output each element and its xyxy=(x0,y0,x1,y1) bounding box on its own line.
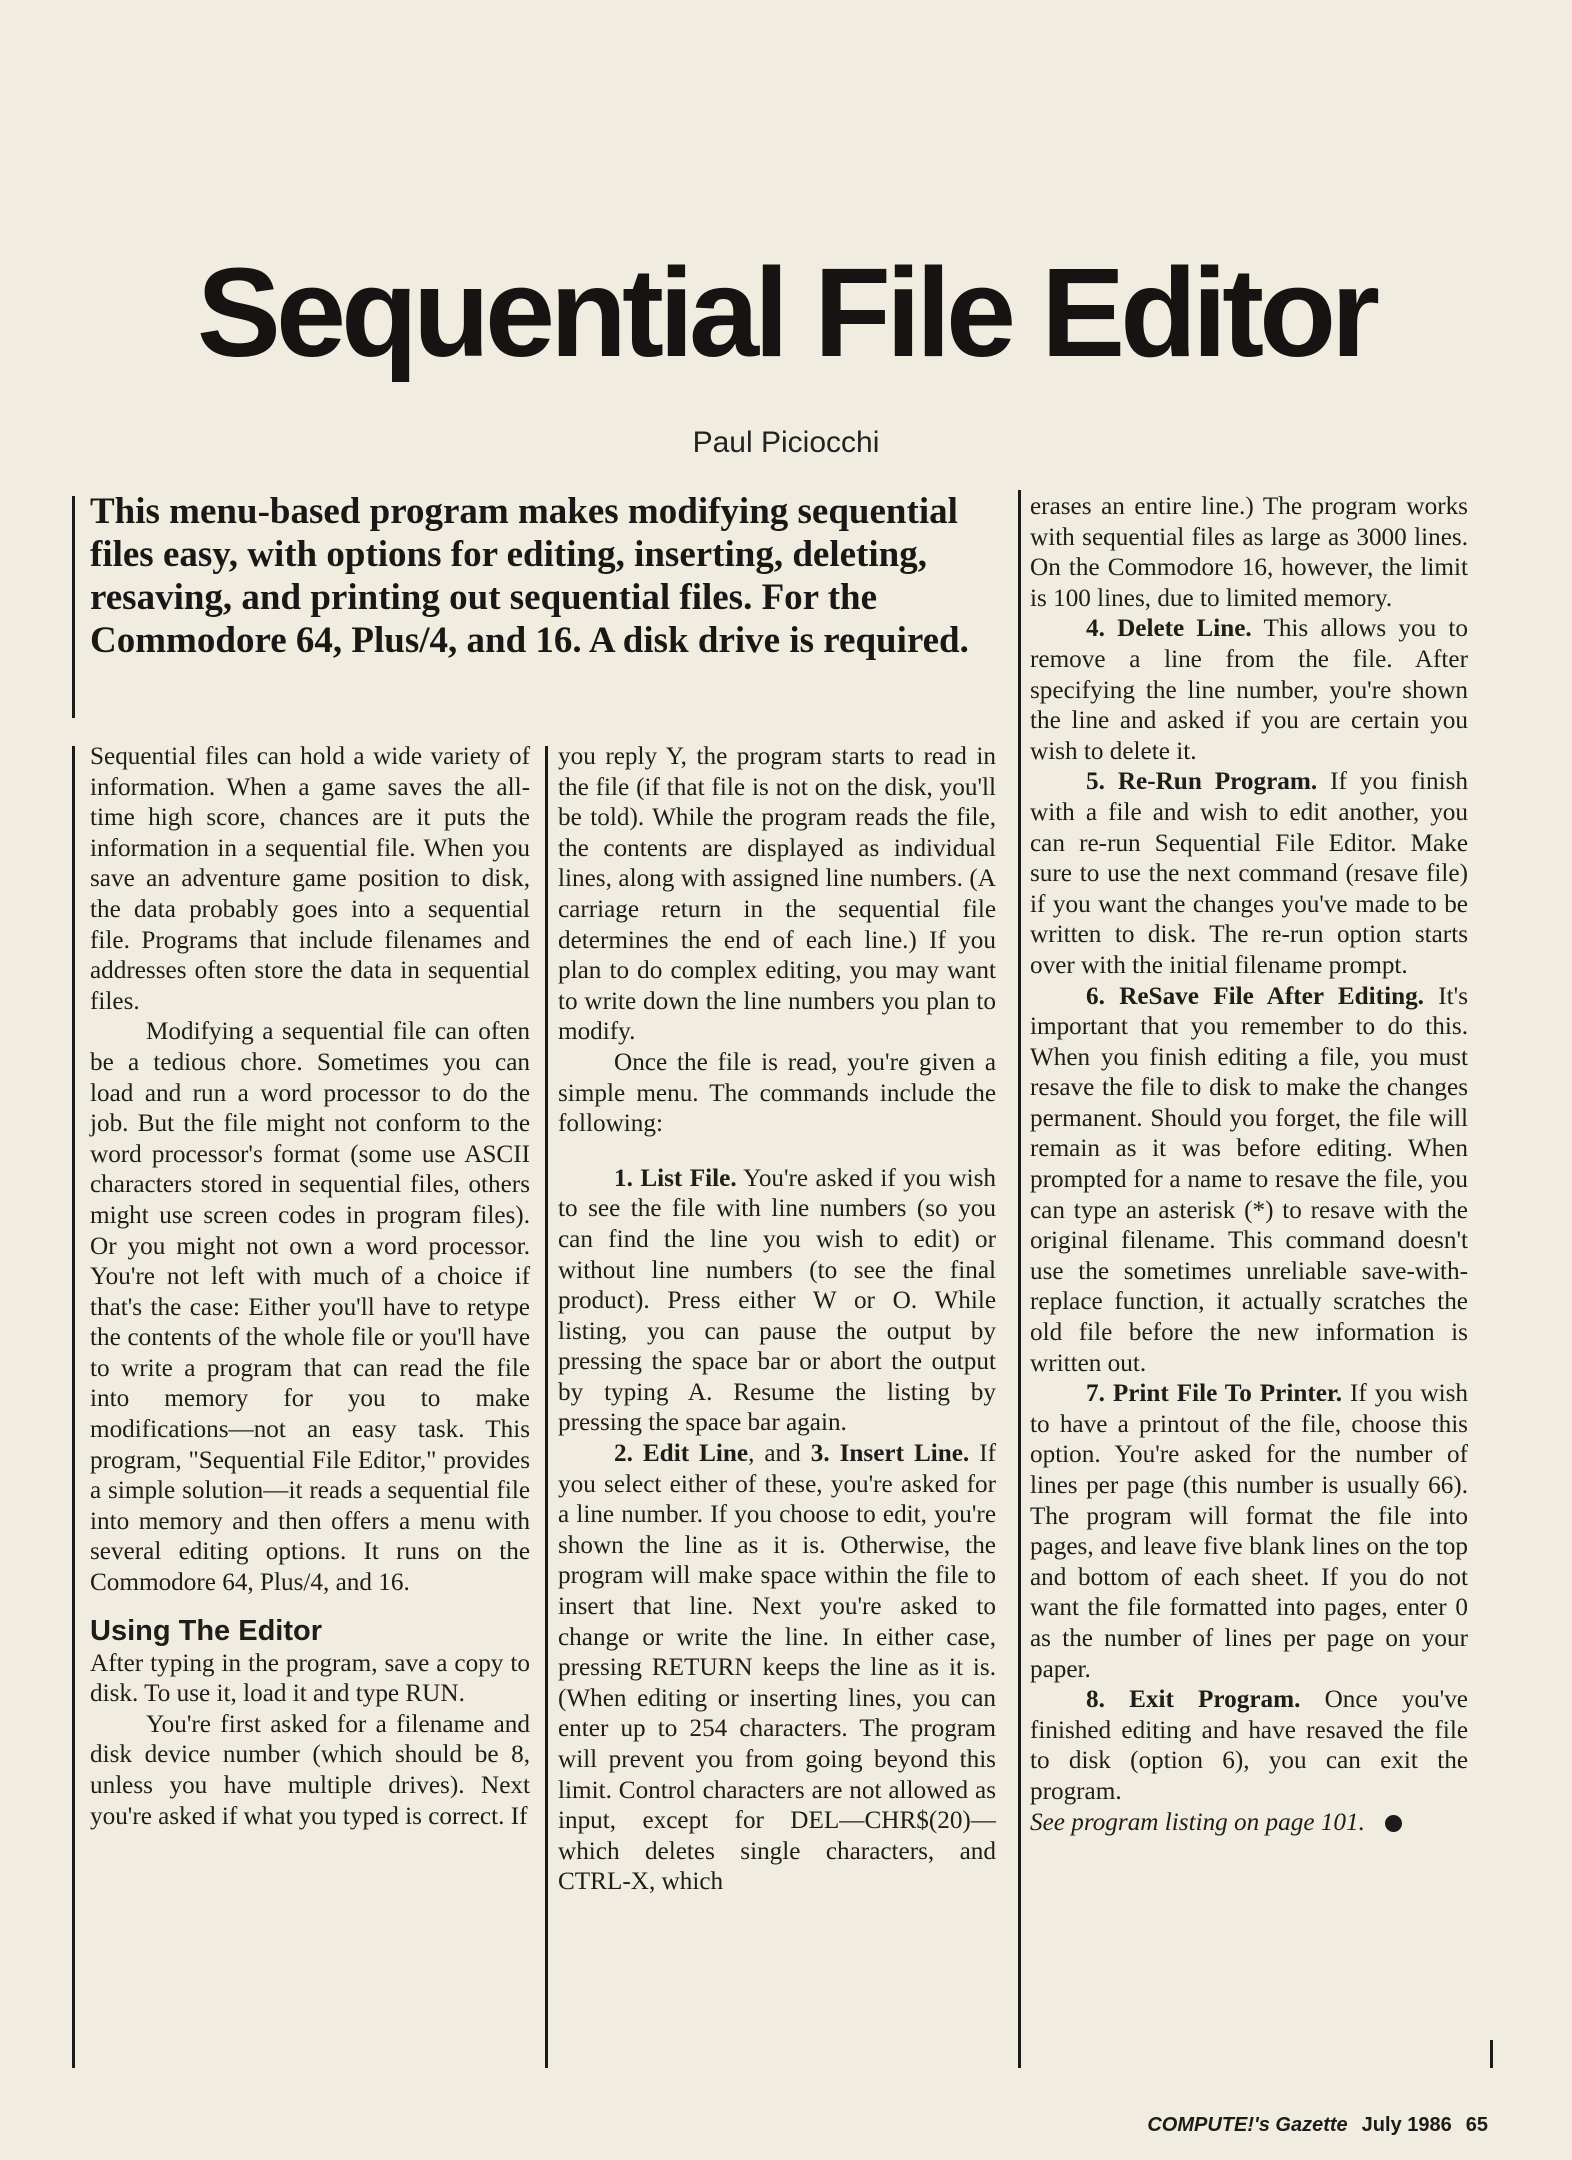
column-rule-2-3 xyxy=(1018,490,1021,2068)
article-deck: This menu-based program makes modifying sequential files easy, with options for editing, inserting, deleting, resaving, and printing out sequential files. For the Commodore 64, Plus/4, and 16. A disk drive is required. xyxy=(90,491,969,661)
paragraph: erases an entire line.) The program works with sequential files as large as 3000 lines. On the Commodore 16, however, the limit is 100 lines, due to limited memory. xyxy=(1030,493,1468,612)
deck-rule xyxy=(72,496,75,718)
item-body: It's important that you remember to do this. When you finish editing a file, you must resave the file to disk to make the changes permanent. Should you forget, the file will remain as it was before editing. When prompted for a name to resave the file, you can type an asterisk (*) to resave with the original filename. This command doesn't use the sometimes unreliable save-with-replace function, it actually scratches the old file before the new information is written out. xyxy=(1030,982,1468,1377)
item-body: You're asked if you wish to see the file with line numbers (so you can find the line you wish to edit) or without line numbers (to see the final product). Press either W or O. While listing, you can pause the output by pressing the space bar or abort the output by typing A. Resume the listing by pressing the space bar again. xyxy=(558,1164,996,1437)
column-rule-1-2 xyxy=(545,746,548,2068)
paragraph: You're first asked for a filename and disk device number (which should be 8, unless you have multiple drives). Next you're asked if what you typed is correct. If xyxy=(90,1710,530,1830)
list-item xyxy=(1030,982,1468,1380)
paragraph: After typing in the program, save a copy to disk. To use it, load it and type RUN. xyxy=(90,1649,530,1708)
list-item xyxy=(558,1164,996,1439)
item-body: If you wish to have a printout of the file, choose this option. You're asked for the number of lines per page (this number is usually 66). The program will format the file into pages, and leave five blank lines on the top and bottom of each sheet. If you do not want the file formatted into pages, enter 0 as the number of lines per page on your paper. xyxy=(1030,1380,1468,1683)
section-heading: Using The Editor xyxy=(90,1614,322,1647)
article-title: Sequential File Editor xyxy=(196,242,1376,383)
listing-text: See program listing on page 101. xyxy=(1030,1808,1365,1836)
list-item xyxy=(1030,1685,1468,1807)
list-item xyxy=(558,1439,996,1898)
page-number: 65 xyxy=(1465,2114,1488,2136)
item-heading: 8. Exit Program. xyxy=(1086,1686,1301,1714)
paragraph: Modifying a sequential file can often be a tedious chore. Sometimes you can load and run a word processor to do the job. But the file might not conform to the word processor's format (some use ASCII characters stored in sequential files, others might use screen codes in program files). Or you might not own a word processor. You're not left with much of a choice if that's the case: Either you'll have to retype the contents of the whole file or you'll have to write a program that can read the file into memory for you to make modifications—not an easy task. This program, "Sequential File Editor," provides a simple solution—it reads a sequential file into memory and then offers a menu with several editing options. It runs on the Commodore 64, Plus/4, and 16. xyxy=(90,1018,530,1597)
item-heading: 3. Insert Line. xyxy=(810,1440,970,1468)
page-footer xyxy=(1147,2114,1488,2137)
column-2 xyxy=(558,742,996,1898)
paragraph: Sequential files can hold a wide variety of information. When a game saves the all-time high score, chances are it puts the information in a sequential file. When you save an adventure game position to disk, the data probably goes into a sequential file. Programs that include filenames and addresses often store the data in sequential files. xyxy=(90,743,530,1015)
item-body: This allows you to remove a line from the file. After specifying the line number, you're shown the line and asked if you are certain you wish to delete it. xyxy=(1030,615,1468,765)
paragraph: you reply Y, the program starts to read in the file (if that file is not on the disk, you'll be told). While the program reads the file, the contents are displayed as individual lines, along with assigned line numbers. (A carriage return in the sequential file determines the end of each line.) If you plan to do complex editing, you may want to write down the line numbers you plan to modify. xyxy=(558,743,996,1046)
list-item xyxy=(1030,1379,1468,1685)
item-body: Once you've finished editing and have resaved the file to disk (option 6), you can exit the program. xyxy=(1030,1686,1468,1805)
item-joiner: , and xyxy=(748,1440,811,1468)
column-rule-left-1 xyxy=(72,746,75,2068)
item-heading: 5. Re-Run Program. xyxy=(1086,768,1318,796)
item-heading: 1. List File. xyxy=(614,1164,737,1192)
author-byline: Paul Piciocchi xyxy=(692,426,880,459)
magazine-name: COMPUTE!'s Gazette xyxy=(1147,2114,1348,2136)
listing-reference xyxy=(1030,1808,1468,1839)
end-of-article-bullet-icon xyxy=(1385,1815,1402,1832)
list-item xyxy=(1030,614,1468,767)
item-heading: 2. Edit Line xyxy=(614,1440,749,1468)
item-heading: 6. ReSave File After Editing. xyxy=(1086,982,1424,1010)
column-rule-right-3 xyxy=(1490,2040,1493,2068)
column-3 xyxy=(1030,492,1468,1838)
item-heading: 4. Delete Line. xyxy=(1086,615,1252,643)
issue-date: July 1986 xyxy=(1361,2114,1452,2136)
item-heading: 7. Print File To Printer. xyxy=(1086,1380,1343,1408)
item-body: If you finish with a file and wish to edit another, you can re-run Sequential File Editor. Make sure to use the next command (resave file) if you want the changes you've made to be written to disk. The re-run option starts over with the initial filename prompt. xyxy=(1030,768,1469,979)
paragraph: Once the file is read, you're given a simple menu. The commands include the following: xyxy=(558,1048,996,1138)
column-1 xyxy=(90,742,530,1832)
item-body: If you select either of these, you're asked for a line number. If you choose to edit, you're shown the line as it is. Otherwise, the program will make space within the file to insert that line. Next you're asked to change or write the line. In either case, pressing RETURN keeps the line as it is. (When editing or inserting lines, you can enter up to 254 characters. The program will prevent you from going beyond this limit. Control characters are not allowed as input, except for DEL—CHR$(20)—which deletes single characters, and CTRL-X, which xyxy=(558,1440,997,1896)
list-item xyxy=(1030,767,1468,981)
